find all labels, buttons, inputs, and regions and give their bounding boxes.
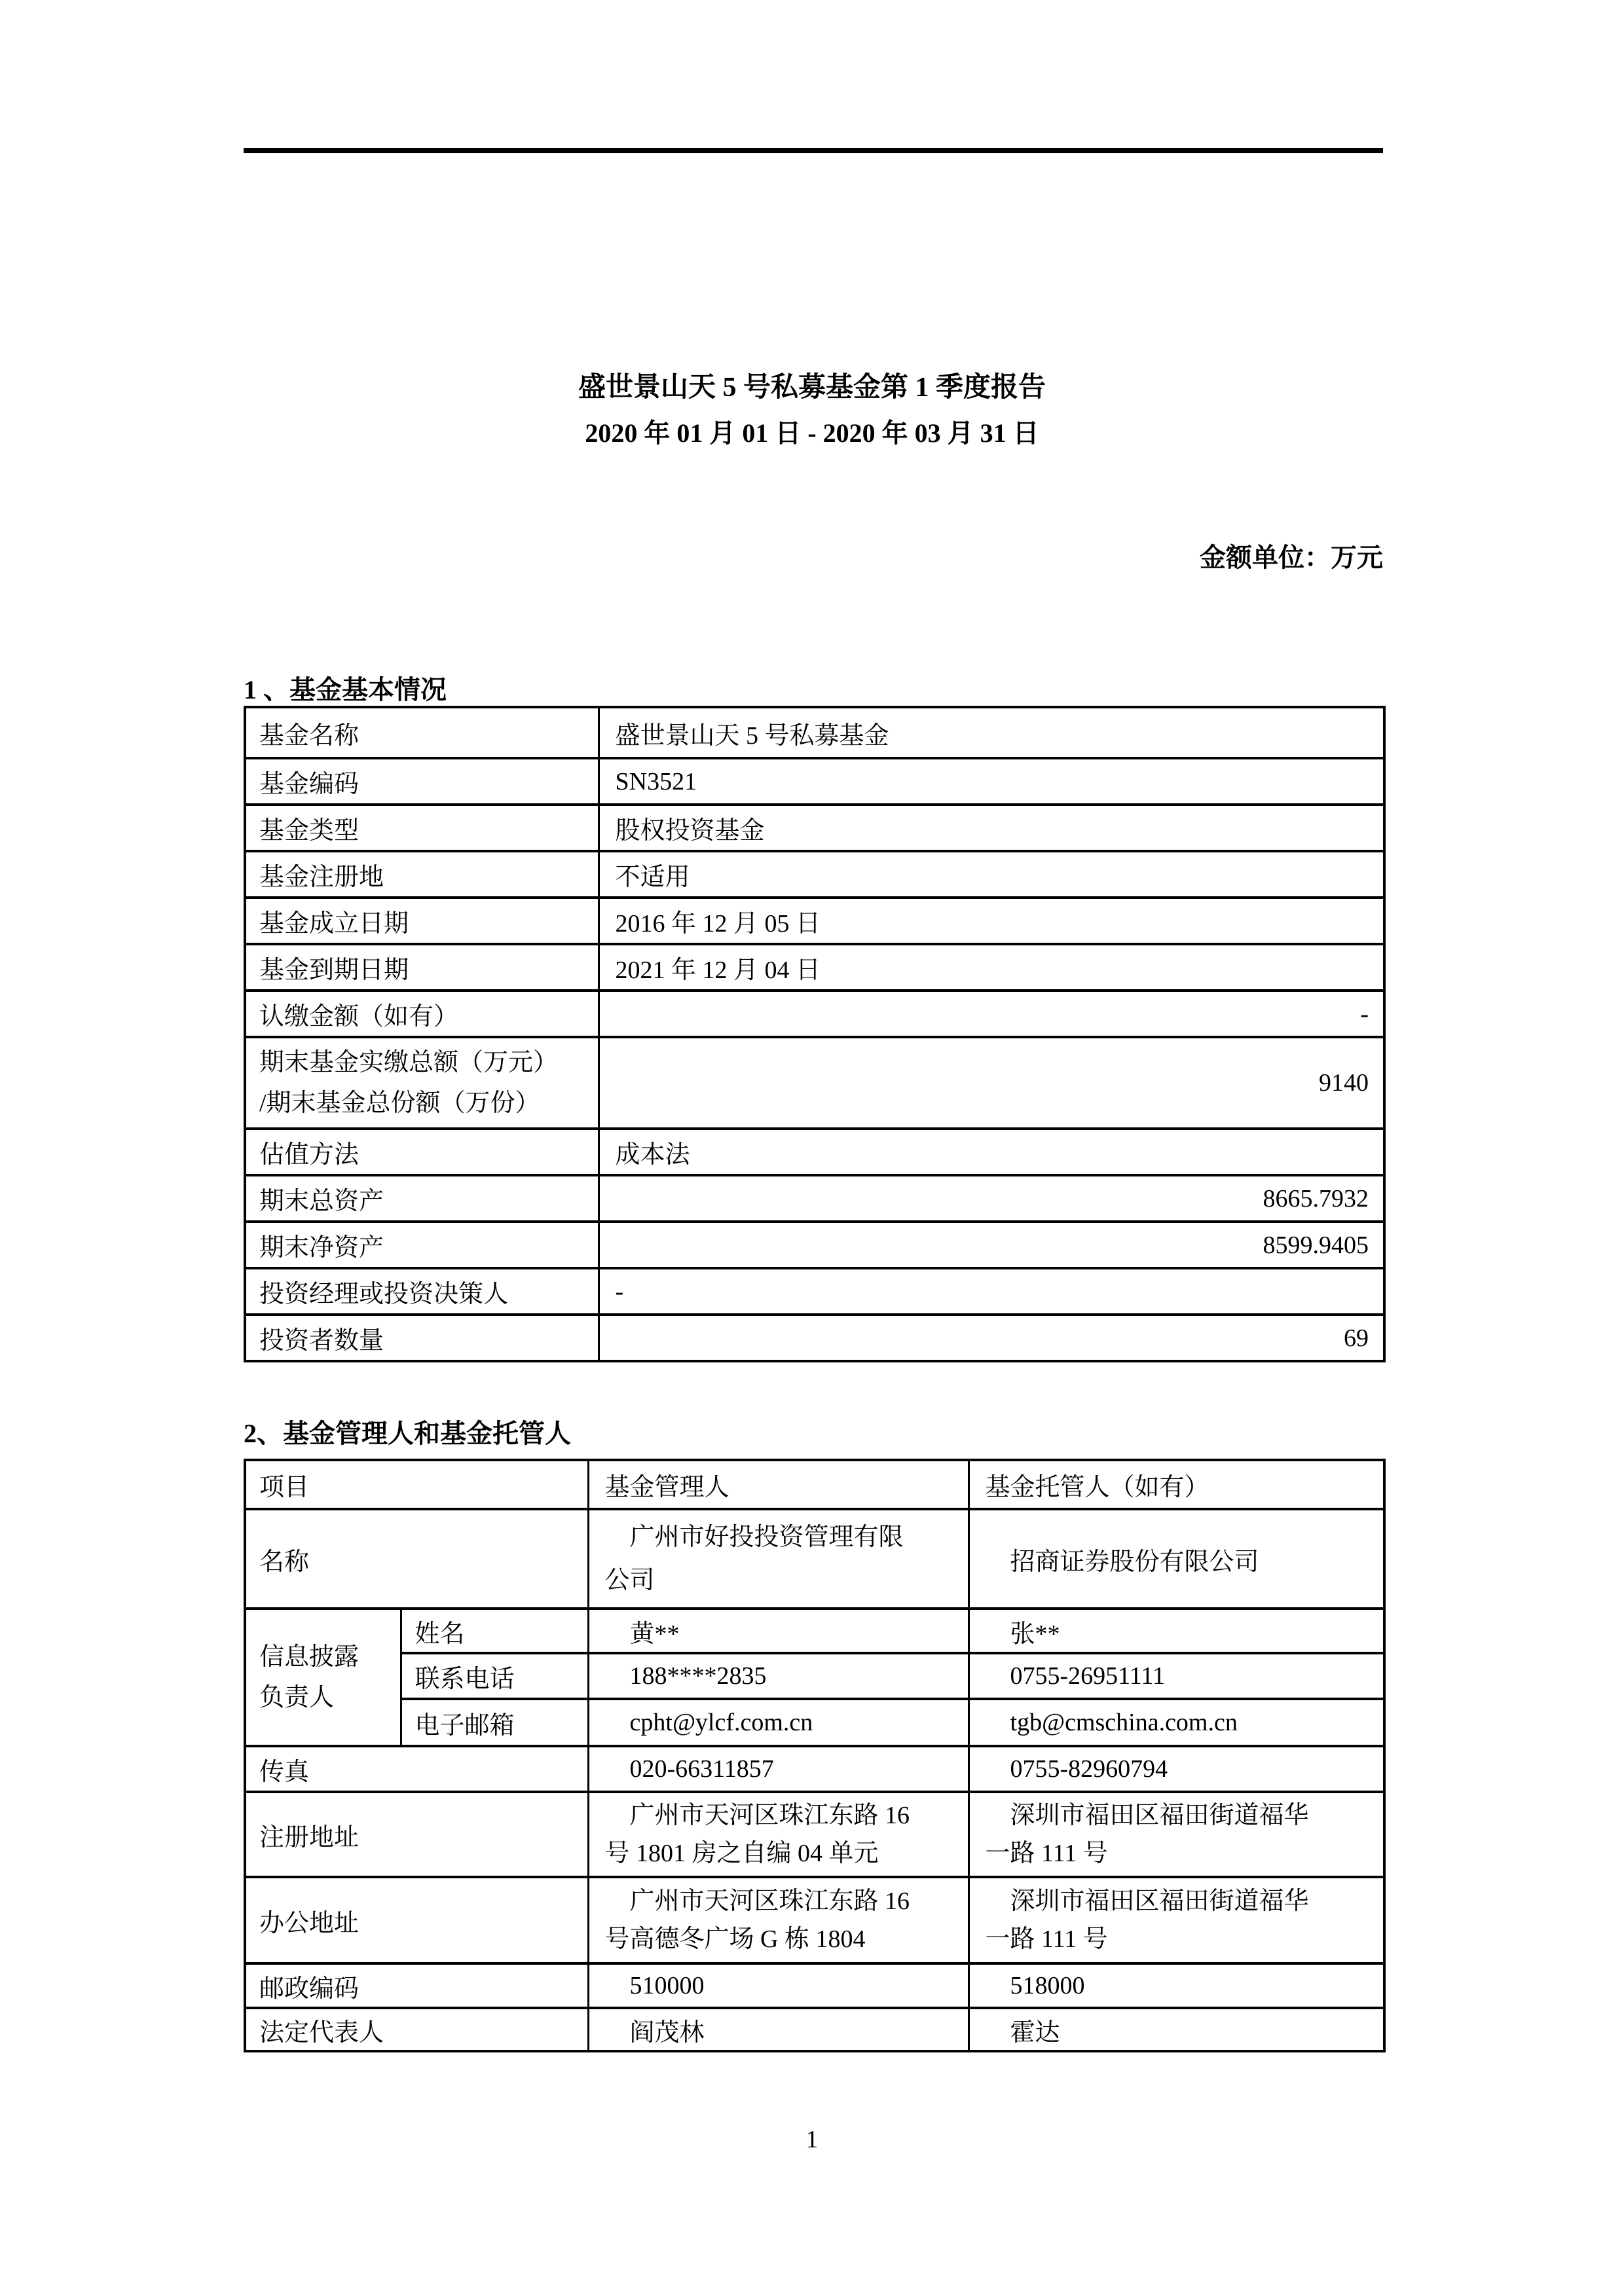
table-row [245,805,1384,851]
manager-name-cell [588,1509,969,1609]
table-row [245,1315,1384,1361]
cell-line: 广州市天河区珠江东路 16 [629,1887,910,1915]
row-value: SN3521 [599,758,1384,805]
table-row [245,1222,1384,1268]
row-label: 期末总资产 [245,1175,599,1222]
cell-line: 深圳市福田区福田街道福华 [1010,1887,1309,1915]
sub-row-label: 姓名 [401,1609,588,1653]
cell-line: 一路 111 号 [985,1840,1108,1867]
row-label: 期末净资产 [245,1222,599,1268]
manager-custodian-table [244,1459,1386,2052]
row-label: 法定代表人 [245,2008,588,2051]
table-row [245,1877,1384,1963]
custodian-office-address [969,1877,1384,1963]
table-row [245,1699,1384,1746]
row-label [245,1609,401,1746]
table-header-row [245,1460,1384,1509]
row-label: 基金成立日期 [245,898,599,944]
amount-unit-note: 金额单位：万元 [1200,543,1383,572]
page-number: 1 [805,2126,819,2153]
custodian-fax: 0755-82960794 [969,1746,1384,1792]
table-row [245,1037,1384,1129]
cell-line: 号高德冬广场 G 栋 1804 [604,1925,866,1953]
row-label: 基金注册地 [245,851,599,898]
table-row [245,758,1384,805]
custodian-postal-code: 518000 [969,1963,1384,2008]
table-row [245,991,1384,1037]
cell-line: 公司 [604,1567,655,1594]
column-header-item: 项目 [245,1460,588,1509]
row-label: 估值方法 [245,1129,599,1175]
table-row [245,944,1384,991]
custodian-email: tgb@cmschina.com.cn [969,1699,1384,1746]
manager-legal-representative: 阎茂林 [588,2008,969,2051]
cell-line: 一路 111 号 [985,1925,1108,1953]
row-value: 8665.7932 [599,1175,1384,1222]
table-row [245,1609,1384,1653]
row-value: 2016 年 12 月 05 日 [599,898,1384,944]
manager-postal-code: 510000 [588,1963,969,2008]
column-header-manager: 基金管理人 [588,1460,969,1509]
header-rule [244,148,1383,153]
report-title: 盛世景山天 5 号私募基金第 1 季度报告 [578,373,1046,403]
manager-email: cpht@ylcf.com.cn [588,1699,969,1746]
row-value: - [599,991,1384,1037]
table-row [245,1963,1384,2008]
row-label: 投资经理或投资决策人 [245,1268,599,1315]
table-row [245,1792,1384,1877]
row-label: 基金名称 [245,707,599,758]
table-row [245,1509,1384,1609]
manager-office-address [588,1877,969,1963]
custodian-phone: 0755-26951111 [969,1653,1384,1699]
custodian-legal-representative: 霍达 [969,2008,1384,2051]
row-label: 基金到期日期 [245,944,599,991]
manager-registered-address [588,1792,969,1877]
table-row [245,898,1384,944]
table-row [245,1746,1384,1792]
row-label: 邮政编码 [245,1963,588,2008]
row-label: 注册地址 [245,1792,588,1877]
row-label: 基金类型 [245,805,599,851]
table-row [245,707,1384,758]
custodian-name-cell [969,1509,1384,1609]
manager-contact-name: 黄** [588,1609,969,1653]
row-label: 基金编码 [245,758,599,805]
cell-line: 广州市好投投资管理有限 [629,1523,904,1551]
table-row [245,2008,1384,2051]
manager-fax: 020-66311857 [588,1746,969,1792]
table-row [245,1129,1384,1175]
cell-line: 招商证券股份有限公司 [1010,1548,1259,1576]
row-value: 8599.9405 [599,1222,1384,1268]
row-label: 名称 [245,1509,588,1609]
row-label [245,1037,599,1129]
row-value: 9140 [599,1037,1384,1129]
label-line: 期末基金实缴总额（万元） [259,1049,559,1076]
manager-phone: 188****2835 [588,1653,969,1699]
column-header-custodian: 基金托管人（如有） [969,1460,1384,1509]
section2-heading: 2、基金管理人和基金托管人 [244,1419,571,1448]
cell-line: 号 1801 房之自编 04 单元 [604,1840,879,1867]
row-label: 传真 [245,1746,588,1792]
cell-line: 深圳市福田区福田街道福华 [1010,1802,1309,1829]
sub-row-label: 联系电话 [401,1653,588,1699]
cell-line: 广州市天河区珠江东路 16 [629,1802,910,1829]
custodian-registered-address [969,1792,1384,1877]
row-value: 不适用 [599,851,1384,898]
table-row [245,1268,1384,1315]
row-value: 股权投资基金 [599,805,1384,851]
section1-heading: 1 、基金基本情况 [244,675,447,704]
row-label: 办公地址 [245,1877,588,1963]
label-line: 负责人 [259,1684,335,1711]
label-line: 信息披露 [259,1643,360,1671]
fund-basic-info-table [244,706,1386,1362]
row-value: 2021 年 12 月 04 日 [599,944,1384,991]
row-value: 盛世景山天 5 号私募基金 [599,707,1384,758]
table-row [245,851,1384,898]
row-value: - [599,1268,1384,1315]
row-label: 认缴金额（如有） [245,991,599,1037]
row-value: 69 [599,1315,1384,1361]
table-row [245,1175,1384,1222]
row-value: 成本法 [599,1129,1384,1175]
table-row [245,1653,1384,1699]
report-period: 2020 年 01 月 01 日 - 2020 年 03 月 31 日 [585,418,1039,448]
label-line: /期末基金总份额（万份） [259,1089,540,1117]
sub-row-label: 电子邮箱 [401,1699,588,1746]
row-label: 投资者数量 [245,1315,599,1361]
custodian-contact-name: 张** [969,1609,1384,1653]
